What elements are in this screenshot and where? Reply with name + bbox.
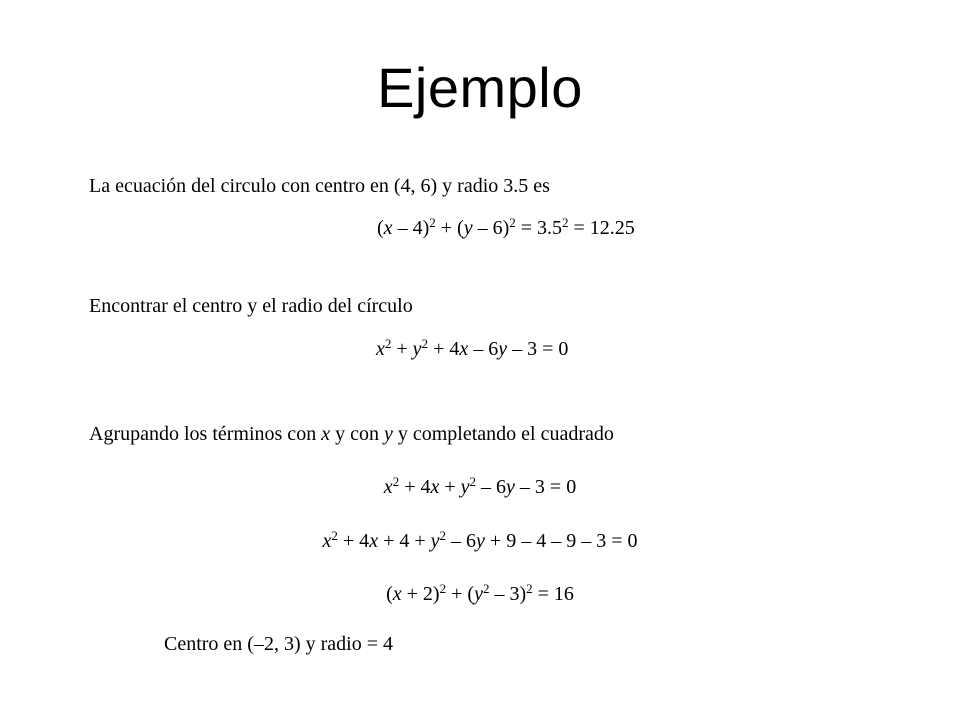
slide-title: Ejemplo [377, 56, 583, 119]
general-equation: $x^2 + y^2 + 4x - 6y - 3 = 0$ [376, 336, 569, 360]
grouping-text: Agrupando los términos con x y con y y completando el cuadrado [89, 423, 614, 445]
circle-equation: $(x - 4)^2 + (y - 6)^2 = 3.5^2 = 12.25$ [377, 215, 635, 239]
grouped-equation: $x^2 + 4x + y^2 - 6y - 3 = 0$ [383, 474, 577, 498]
result-text: Centro en (–2, 3) y radio = 4 [164, 633, 394, 655]
task-text: Encontrar el centro y el radio del círculo [89, 295, 413, 317]
completed-square-equation: $x^2 + 4x + 4 + y^2 - 6y + 9 - 4 - 9 - 3 = 0$ [322, 528, 638, 552]
standard-form-equation: $(x + 2)^2 + (y^2 - 3)^2 = 16$ [386, 581, 574, 605]
intro-text: La ecuación del circulo con centro en (4, 6) y radio 3.5 es [89, 175, 550, 197]
